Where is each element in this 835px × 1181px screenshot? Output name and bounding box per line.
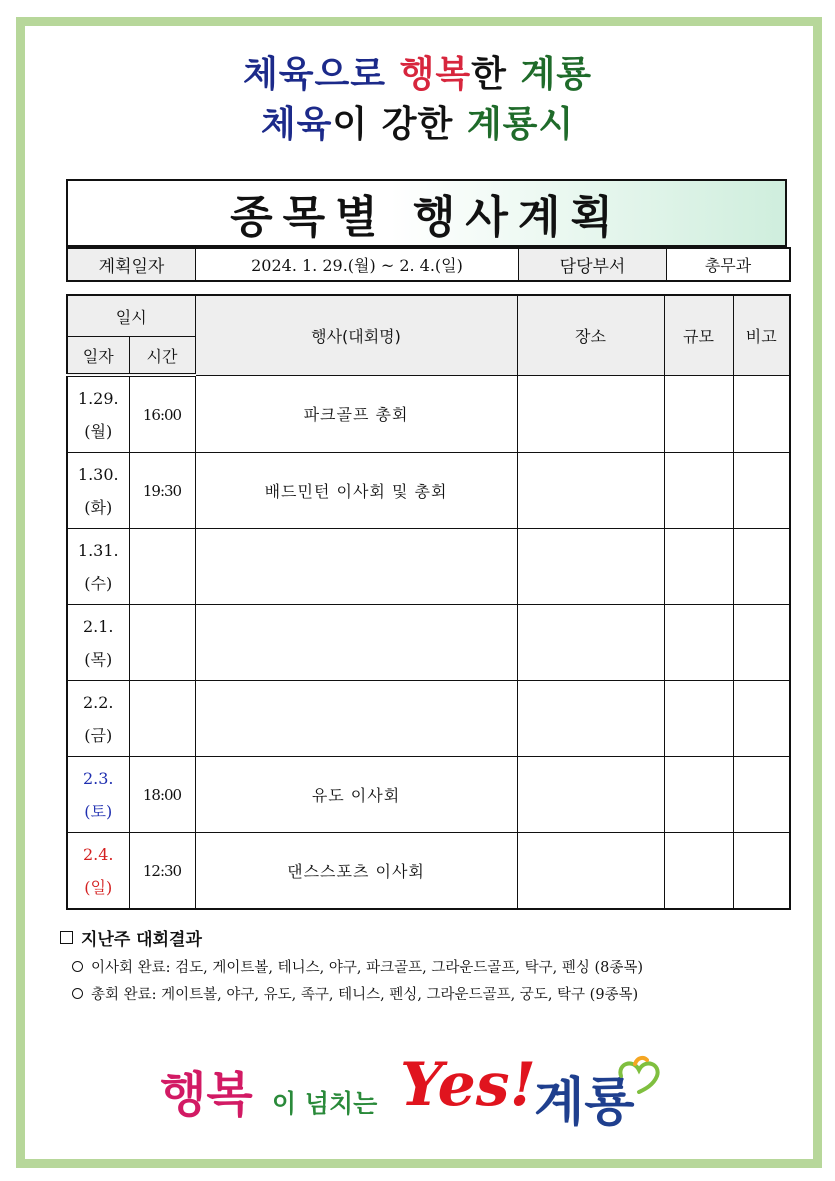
cell-event: 유도 이사회 [195, 757, 517, 833]
slogan-word: 체육 [260, 104, 333, 145]
date-text: 1.31. [77, 540, 119, 560]
slogan-word: 이 [332, 104, 382, 145]
results-heading: 지난주 대회결과 [81, 930, 202, 950]
cell-event: 배드민턴 이사회 및 총회 [195, 453, 517, 529]
slogan-word: 계룡시 [466, 104, 575, 145]
results-heading-row [60, 925, 643, 950]
cell-event: 파크골프 총회 [195, 375, 517, 453]
table-row [67, 681, 790, 757]
cell-date [67, 453, 129, 529]
cell-time [129, 529, 195, 605]
result-item-text: 이사회 완료: 검도, 게이트볼, 테니스, 야구, 파크골프, 그라운드골프, 탁구, 펜싱 (8종목) [91, 960, 644, 976]
cell-place [517, 833, 664, 910]
cell-scale [664, 833, 733, 910]
slogan-word: 계룡 [520, 54, 593, 95]
day-text: (일) [84, 877, 113, 897]
date-text: 2.2. [82, 692, 114, 712]
cell-event [195, 681, 517, 757]
day-text: (토) [84, 801, 113, 821]
cell-note [733, 833, 790, 910]
date-text: 2.3. [82, 768, 114, 788]
cell-place [517, 453, 664, 529]
header-time: 시간 [129, 337, 195, 376]
cell-note [733, 681, 790, 757]
cell-time: 18:00 [129, 757, 195, 833]
result-item [72, 956, 643, 977]
day-text: (금) [84, 725, 113, 745]
cell-place [517, 681, 664, 757]
cell-note [733, 453, 790, 529]
document-title-box [66, 179, 787, 247]
slogan-word: 체육 [242, 54, 315, 95]
date-text: 2.4. [82, 844, 114, 864]
slogan-word: 강한 [381, 104, 467, 145]
cell-scale [664, 453, 733, 529]
cell-scale [664, 605, 733, 681]
period-value: 2024. 1. 29.(월) ~ 2. 4.(일) [196, 248, 519, 281]
dept-label: 담당부서 [519, 248, 667, 281]
cell-date [67, 375, 129, 453]
header-place: 장소 [517, 295, 664, 375]
cell-place [517, 605, 664, 681]
cell-scale [664, 375, 733, 453]
cell-scale [664, 529, 733, 605]
day-text: (월) [84, 421, 113, 441]
logo-text-gyeryong: 계룡 [534, 1073, 635, 1133]
cell-note [733, 757, 790, 833]
cell-scale [664, 757, 733, 833]
bottom-logo [160, 1050, 680, 1140]
cell-time: 16:00 [129, 375, 195, 453]
table-row [67, 529, 790, 605]
table-row [67, 833, 790, 910]
logo-text-yes: Yes! [400, 1050, 536, 1120]
cell-event [195, 605, 517, 681]
header-event: 행사(대회명) [195, 295, 517, 375]
schedule-table [66, 294, 791, 910]
slogan-line-1 [0, 46, 835, 97]
cell-time [129, 681, 195, 757]
cell-note [733, 375, 790, 453]
date-text: 1.29. [77, 388, 119, 408]
day-text: (화) [84, 497, 113, 517]
dept-value: 총무과 [667, 248, 791, 281]
logo-text-overflowing: 이 넘치는 [272, 1089, 378, 1118]
circle-bullet-icon [72, 961, 83, 972]
cell-note [733, 605, 790, 681]
slogan-word: 행복 [399, 54, 472, 95]
cell-time: 12:30 [129, 833, 195, 910]
cell-event [195, 529, 517, 605]
checkbox-square-icon [60, 931, 73, 944]
result-item-text: 총회 완료: 게이트볼, 야구, 유도, 족구, 테니스, 펜싱, 그라운드골프, 궁도, 탁구 (9종목) [91, 987, 639, 1003]
document-title: 종목별 행사계획 [230, 192, 623, 243]
header-scale: 규모 [664, 295, 733, 375]
cell-date [67, 833, 129, 910]
day-text: (목) [84, 649, 113, 669]
cell-time [129, 605, 195, 681]
cell-date [67, 681, 129, 757]
cell-time: 19:30 [129, 453, 195, 529]
header-datetime: 일시 [67, 295, 195, 337]
slogan-word: 한 [471, 54, 521, 95]
table-row [67, 375, 790, 453]
table-row [67, 453, 790, 529]
date-text: 1.30. [77, 464, 119, 484]
meta-table [66, 247, 791, 282]
cell-date [67, 605, 129, 681]
cell-note [733, 529, 790, 605]
slogan-word: 으로 [314, 54, 400, 95]
slogan-line-2 [0, 96, 835, 147]
cell-event: 댄스스포츠 이사회 [195, 833, 517, 910]
cell-place [517, 529, 664, 605]
date-text: 2.1. [82, 616, 114, 636]
cell-date [67, 757, 129, 833]
day-text: (수) [84, 573, 113, 593]
cell-place [517, 375, 664, 453]
cell-date [67, 529, 129, 605]
heart-icon [615, 1054, 665, 1094]
cell-scale [664, 681, 733, 757]
logo-text-happiness: 행복 [160, 1067, 253, 1123]
last-week-results [60, 925, 643, 1004]
period-label: 계획일자 [67, 248, 196, 281]
header-note: 비고 [733, 295, 790, 375]
result-item [72, 983, 643, 1004]
cell-place [517, 757, 664, 833]
header-date: 일자 [67, 337, 129, 376]
circle-bullet-icon [72, 988, 83, 999]
table-row [67, 605, 790, 681]
table-row [67, 757, 790, 833]
